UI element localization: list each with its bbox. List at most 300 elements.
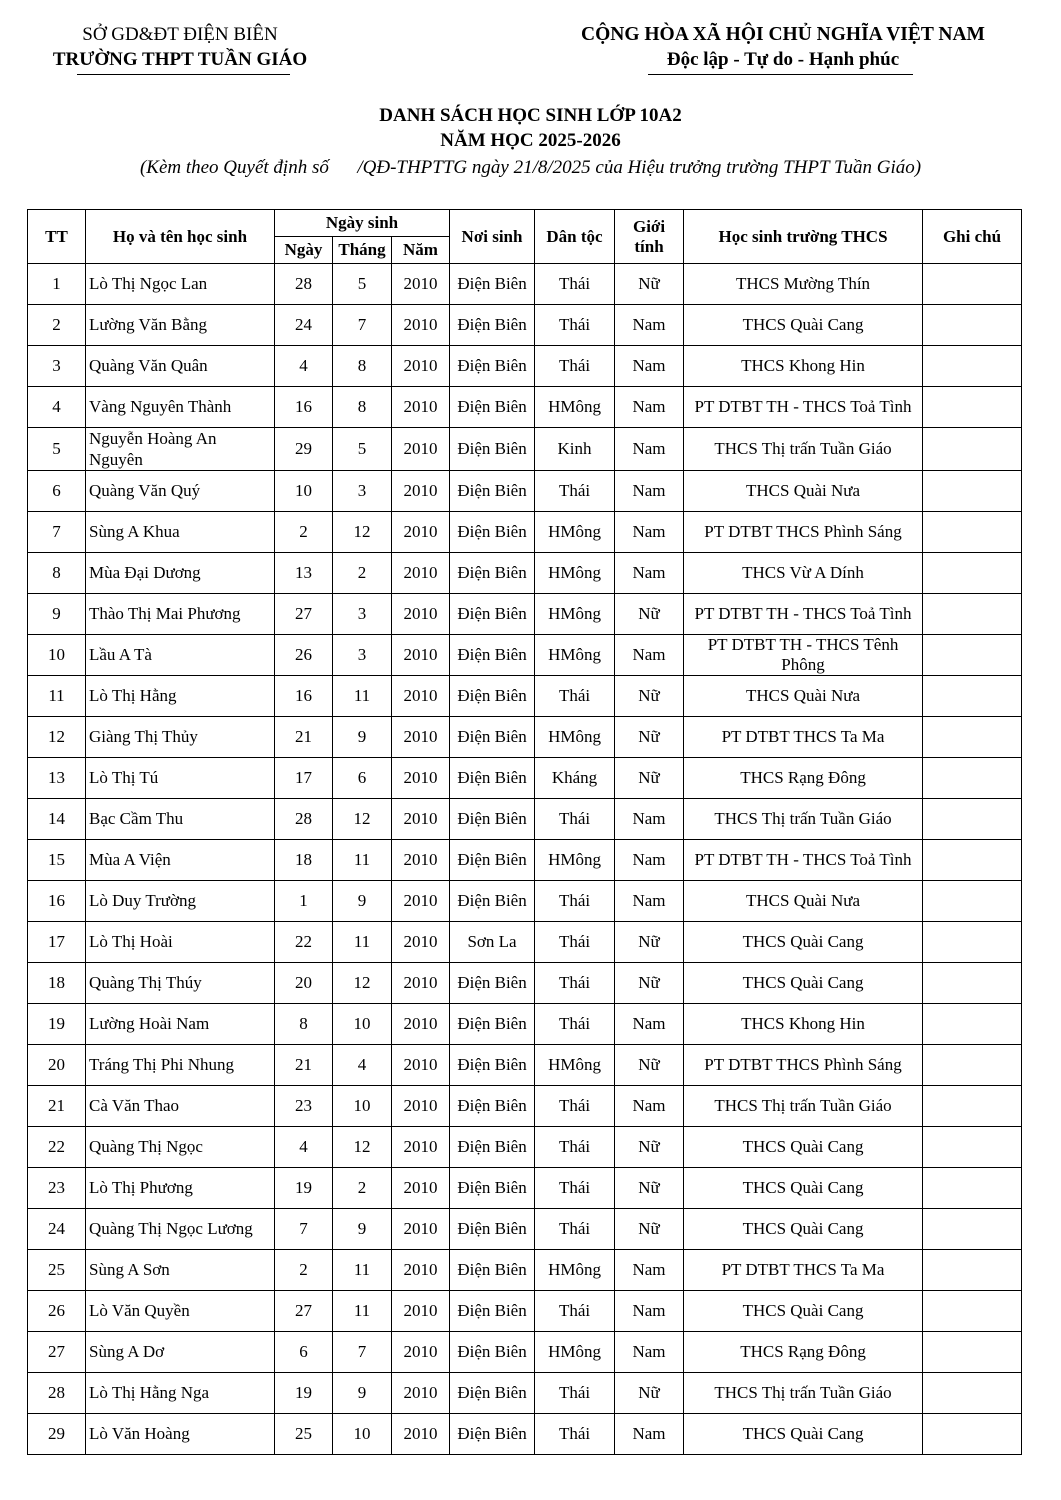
national-title: CỘNG HÒA XÃ HỘI CHỦ NGHĨA VIỆT NAM <box>581 24 985 45</box>
previous-school: PT DTBT THCS Ta Ma <box>684 1250 923 1291</box>
student-name: Mùa Đại Dương <box>86 553 275 594</box>
gender: Nam <box>615 305 684 346</box>
table-row <box>28 635 1022 676</box>
previous-school: THCS Thị trấn Tuần Giáo <box>684 1086 923 1127</box>
table-row <box>28 264 1022 305</box>
birth-month: 11 <box>333 1250 392 1291</box>
birth-day: 1 <box>275 881 333 922</box>
birthplace: Điện Biên <box>450 840 535 881</box>
birth-month: 6 <box>333 758 392 799</box>
table-row <box>28 1045 1022 1086</box>
table-row <box>28 1250 1022 1291</box>
gender: Nữ <box>615 758 684 799</box>
birth-day: 4 <box>275 1127 333 1168</box>
student-name: Lường Hoài Nam <box>86 1004 275 1045</box>
birthplace: Điện Biên <box>450 1332 535 1373</box>
birth-month: 2 <box>333 1168 392 1209</box>
row-number: 27 <box>28 1332 86 1373</box>
birth-month: 9 <box>333 1209 392 1250</box>
birth-year: 2010 <box>392 1250 450 1291</box>
ethnicity: Thái <box>535 922 615 963</box>
birth-month: 9 <box>333 717 392 758</box>
student-name: Nguyễn Hoàng An Nguyên <box>86 428 275 471</box>
table-row <box>28 553 1022 594</box>
gender: Nam <box>615 1332 684 1373</box>
previous-school: THCS Khong Hin <box>684 1004 923 1045</box>
ethnicity: HMông <box>535 840 615 881</box>
birth-month: 9 <box>333 1373 392 1414</box>
table-row <box>28 1373 1022 1414</box>
row-number: 23 <box>28 1168 86 1209</box>
ethnicity: HMông <box>535 594 615 635</box>
birthplace: Điện Biên <box>450 594 535 635</box>
student-name: Cà Văn Thao <box>86 1086 275 1127</box>
table-row <box>28 1127 1022 1168</box>
student-name: Lò Văn Quyền <box>86 1291 275 1332</box>
ethnicity: HMông <box>535 1250 615 1291</box>
row-number: 22 <box>28 1127 86 1168</box>
student-name: Lò Thị Ngọc Lan <box>86 264 275 305</box>
birth-day: 17 <box>275 758 333 799</box>
gender: Nam <box>615 1004 684 1045</box>
ethnicity: Kinh <box>535 428 615 471</box>
birth-year: 2010 <box>392 1414 450 1455</box>
birth-month: 5 <box>333 264 392 305</box>
row-number: 16 <box>28 881 86 922</box>
roster-body <box>28 264 1022 1455</box>
gender: Nam <box>615 471 684 512</box>
row-number: 8 <box>28 553 86 594</box>
row-number: 13 <box>28 758 86 799</box>
birth-year: 2010 <box>392 1004 450 1045</box>
birth-month: 3 <box>333 594 392 635</box>
birth-year: 2010 <box>392 1168 450 1209</box>
previous-school: THCS Vừ A Dính <box>684 553 923 594</box>
ethnicity: Thái <box>535 1291 615 1332</box>
birth-day: 16 <box>275 676 333 717</box>
birth-year: 2010 <box>392 635 450 676</box>
student-name: Lò Thị Hoài <box>86 922 275 963</box>
row-number: 14 <box>28 799 86 840</box>
birth-day: 19 <box>275 1373 333 1414</box>
previous-school: THCS Rạng Đông <box>684 758 923 799</box>
header-month: Tháng <box>333 237 392 264</box>
ethnicity: HMông <box>535 1045 615 1086</box>
birthplace: Điện Biên <box>450 1414 535 1455</box>
ethnicity: Thái <box>535 1004 615 1045</box>
table-row <box>28 1004 1022 1045</box>
note <box>923 1045 1022 1086</box>
row-number: 26 <box>28 1291 86 1332</box>
student-name: Sùng A Khua <box>86 512 275 553</box>
birthplace: Điện Biên <box>450 1250 535 1291</box>
table-row <box>28 387 1022 428</box>
note <box>923 758 1022 799</box>
table-row <box>28 1209 1022 1250</box>
birth-year: 2010 <box>392 717 450 758</box>
birthplace: Điện Biên <box>450 1209 535 1250</box>
previous-school: THCS Thị trấn Tuần Giáo <box>684 799 923 840</box>
birth-year: 2010 <box>392 553 450 594</box>
birthplace: Điện Biên <box>450 676 535 717</box>
ethnicity: Thái <box>535 799 615 840</box>
motto-underline <box>648 74 913 75</box>
row-number: 18 <box>28 963 86 1004</box>
note <box>923 305 1022 346</box>
birth-month: 10 <box>333 1004 392 1045</box>
gender: Nữ <box>615 264 684 305</box>
previous-school: THCS Quài Cang <box>684 305 923 346</box>
table-row <box>28 471 1022 512</box>
note <box>923 1291 1022 1332</box>
ethnicity: Thái <box>535 264 615 305</box>
note <box>923 963 1022 1004</box>
decision-reference: (Kèm theo Quyết định số /QĐ-THPTTG ngày 21/8/2025 của Hiệu trưởng trường THPT Tuần Giáo) <box>139 157 922 178</box>
student-name: Quàng Văn Quý <box>86 471 275 512</box>
note <box>923 799 1022 840</box>
row-number: 9 <box>28 594 86 635</box>
header-note: Ghi chú <box>923 210 1022 264</box>
birthplace: Điện Biên <box>450 799 535 840</box>
birthplace: Điện Biên <box>450 346 535 387</box>
birth-day: 28 <box>275 264 333 305</box>
birth-month: 12 <box>333 799 392 840</box>
ethnicity: HMông <box>535 717 615 758</box>
gender: Nam <box>615 635 684 676</box>
header-school: Học sinh trường THCS <box>684 210 923 264</box>
birth-year: 2010 <box>392 963 450 1004</box>
gender: Nữ <box>615 594 684 635</box>
note <box>923 1127 1022 1168</box>
birth-day: 2 <box>275 512 333 553</box>
student-name: Quàng Thị Ngọc Lương <box>86 1209 275 1250</box>
row-number: 11 <box>28 676 86 717</box>
student-name: Lò Duy Trường <box>86 881 275 922</box>
birth-month: 9 <box>333 881 392 922</box>
row-number: 29 <box>28 1414 86 1455</box>
table-row <box>28 717 1022 758</box>
table-row <box>28 1086 1022 1127</box>
birthplace: Điện Biên <box>450 881 535 922</box>
birthplace: Điện Biên <box>450 635 535 676</box>
birth-year: 2010 <box>392 1127 450 1168</box>
header-dob: Ngày sinh <box>275 210 450 237</box>
gender: Nữ <box>615 1209 684 1250</box>
previous-school: THCS Quài Nưa <box>684 471 923 512</box>
previous-school: THCS Thị trấn Tuần Giáo <box>684 428 923 471</box>
birth-day: 4 <box>275 346 333 387</box>
table-row <box>28 1291 1022 1332</box>
ethnicity: Thái <box>535 1373 615 1414</box>
student-name: Thào Thị Mai Phương <box>86 594 275 635</box>
birthplace: Điện Biên <box>450 305 535 346</box>
gender: Nam <box>615 1414 684 1455</box>
row-number: 12 <box>28 717 86 758</box>
birthplace: Điện Biên <box>450 471 535 512</box>
student-name: Quàng Thị Thúy <box>86 963 275 1004</box>
row-number: 6 <box>28 471 86 512</box>
birthplace: Điện Biên <box>450 428 535 471</box>
birth-day: 19 <box>275 1168 333 1209</box>
national-header <box>538 22 1028 73</box>
header-ethnicity: Dân tộc <box>535 210 615 264</box>
birthplace: Điện Biên <box>450 1291 535 1332</box>
ethnicity: Thái <box>535 881 615 922</box>
birth-month: 12 <box>333 512 392 553</box>
previous-school: PT DTBT TH - THCS Toả Tình <box>684 840 923 881</box>
gender: Nữ <box>615 922 684 963</box>
birth-day: 18 <box>275 840 333 881</box>
student-name: Lầu A Tà <box>86 635 275 676</box>
ethnicity: Thái <box>535 1209 615 1250</box>
gender: Nam <box>615 387 684 428</box>
row-number: 20 <box>28 1045 86 1086</box>
birth-month: 12 <box>333 963 392 1004</box>
student-name: Sùng A Sơn <box>86 1250 275 1291</box>
row-number: 5 <box>28 428 86 471</box>
birth-month: 5 <box>333 428 392 471</box>
note <box>923 553 1022 594</box>
note <box>923 264 1022 305</box>
student-name: Lò Thị Phương <box>86 1168 275 1209</box>
birthplace: Điện Biên <box>450 512 535 553</box>
birthplace: Điện Biên <box>450 264 535 305</box>
birth-month: 10 <box>333 1414 392 1455</box>
previous-school: THCS Quài Cang <box>684 1414 923 1455</box>
note <box>923 512 1022 553</box>
table-row <box>28 840 1022 881</box>
student-name: Lò Thị Tú <box>86 758 275 799</box>
row-number: 3 <box>28 346 86 387</box>
row-number: 25 <box>28 1250 86 1291</box>
student-name: Tráng Thị Phi Nhung <box>86 1045 275 1086</box>
birth-day: 22 <box>275 922 333 963</box>
birth-year: 2010 <box>392 881 450 922</box>
gender: Nam <box>615 428 684 471</box>
row-number: 2 <box>28 305 86 346</box>
student-name: Sùng A Dơ <box>86 1332 275 1373</box>
previous-school: THCS Rạng Đông <box>684 1332 923 1373</box>
birthplace: Điện Biên <box>450 1373 535 1414</box>
note <box>923 1168 1022 1209</box>
previous-school: PT DTBT THCS Ta Ma <box>684 717 923 758</box>
previous-school: THCS Quài Cang <box>684 922 923 963</box>
previous-school: THCS Quài Cang <box>684 1209 923 1250</box>
student-name: Bạc Cầm Thu <box>86 799 275 840</box>
previous-school: PT DTBT TH - THCS Toả Tình <box>684 594 923 635</box>
ethnicity: Thái <box>535 1414 615 1455</box>
birth-year: 2010 <box>392 594 450 635</box>
department-name: SỞ GD&ĐT ĐIỆN BIÊN <box>82 24 278 45</box>
birth-month: 11 <box>333 676 392 717</box>
birth-year: 2010 <box>392 676 450 717</box>
birth-month: 11 <box>333 840 392 881</box>
previous-school: PT DTBT TH - THCS Toả Tình <box>684 387 923 428</box>
note <box>923 1373 1022 1414</box>
birth-year: 2010 <box>392 840 450 881</box>
previous-school: THCS Quài Nưa <box>684 676 923 717</box>
student-name: Vàng Nguyên Thành <box>86 387 275 428</box>
birth-day: 25 <box>275 1414 333 1455</box>
note <box>923 428 1022 471</box>
previous-school: THCS Mường Thín <box>684 264 923 305</box>
birth-month: 7 <box>333 305 392 346</box>
birth-day: 23 <box>275 1086 333 1127</box>
birth-month: 12 <box>333 1127 392 1168</box>
header-day: Ngày <box>275 237 333 264</box>
note <box>923 840 1022 881</box>
birth-year: 2010 <box>392 758 450 799</box>
previous-school: THCS Quài Cang <box>684 1127 923 1168</box>
birthplace: Điện Biên <box>450 1086 535 1127</box>
row-number: 17 <box>28 922 86 963</box>
table-row <box>28 758 1022 799</box>
birth-day: 29 <box>275 428 333 471</box>
table-row <box>28 799 1022 840</box>
table-row <box>28 963 1022 1004</box>
ethnicity: HMông <box>535 1332 615 1373</box>
gender: Nữ <box>615 1127 684 1168</box>
gender: Nam <box>615 1086 684 1127</box>
school-name: TRƯỜNG THPT TUẦN GIÁO <box>52 49 308 70</box>
row-number: 28 <box>28 1373 86 1414</box>
note <box>923 717 1022 758</box>
birth-day: 28 <box>275 799 333 840</box>
ethnicity: HMông <box>535 553 615 594</box>
gender: Nữ <box>615 717 684 758</box>
student-name: Quàng Văn Quân <box>86 346 275 387</box>
header-year: Năm <box>392 237 450 264</box>
note <box>923 922 1022 963</box>
birth-month: 8 <box>333 387 392 428</box>
row-number: 10 <box>28 635 86 676</box>
gender: Nam <box>615 840 684 881</box>
table-row <box>28 594 1022 635</box>
gender: Nam <box>615 799 684 840</box>
note <box>923 1209 1022 1250</box>
school-name-underline <box>77 74 290 75</box>
birth-year: 2010 <box>392 512 450 553</box>
document-title <box>0 103 1061 183</box>
row-number: 21 <box>28 1086 86 1127</box>
birth-year: 2010 <box>392 1291 450 1332</box>
ethnicity: Thái <box>535 305 615 346</box>
note <box>923 1004 1022 1045</box>
table-row <box>28 1168 1022 1209</box>
birth-month: 4 <box>333 1045 392 1086</box>
ethnicity: Thái <box>535 963 615 1004</box>
list-title: DANH SÁCH HỌC SINH LỚP 10A2 <box>379 105 682 126</box>
birthplace: Điện Biên <box>450 1045 535 1086</box>
table-row <box>28 346 1022 387</box>
student-name: Lò Văn Hoàng <box>86 1414 275 1455</box>
birth-day: 24 <box>275 305 333 346</box>
note <box>923 1086 1022 1127</box>
birth-year: 2010 <box>392 922 450 963</box>
birth-day: 2 <box>275 1250 333 1291</box>
previous-school: THCS Quài Cang <box>684 1291 923 1332</box>
birth-day: 16 <box>275 387 333 428</box>
birthplace: Điện Biên <box>450 387 535 428</box>
student-name: Lò Thị Hằng <box>86 676 275 717</box>
birthplace: Điện Biên <box>450 1168 535 1209</box>
birth-month: 11 <box>333 1291 392 1332</box>
header-gender: Giới tính <box>615 210 684 264</box>
table-row <box>28 1414 1022 1455</box>
note <box>923 676 1022 717</box>
school-year: NĂM HỌC 2025-2026 <box>440 130 621 151</box>
note <box>923 1414 1022 1455</box>
row-number: 24 <box>28 1209 86 1250</box>
previous-school: THCS Quài Cang <box>684 1168 923 1209</box>
note <box>923 346 1022 387</box>
ethnicity: Thái <box>535 346 615 387</box>
gender: Nữ <box>615 1045 684 1086</box>
ethnicity: Thái <box>535 1086 615 1127</box>
note <box>923 594 1022 635</box>
student-name: Lường Văn Bằng <box>86 305 275 346</box>
previous-school: PT DTBT THCS Phình Sáng <box>684 512 923 553</box>
gender: Nam <box>615 346 684 387</box>
birth-day: 6 <box>275 1332 333 1373</box>
gender: Nữ <box>615 963 684 1004</box>
birth-day: 21 <box>275 1045 333 1086</box>
ethnicity: HMông <box>535 387 615 428</box>
ethnicity: HMông <box>535 512 615 553</box>
header-birthplace: Nơi sinh <box>450 210 535 264</box>
birthplace: Sơn La <box>450 922 535 963</box>
birth-day: 21 <box>275 717 333 758</box>
birth-month: 3 <box>333 471 392 512</box>
note <box>923 635 1022 676</box>
birthplace: Điện Biên <box>450 1127 535 1168</box>
row-number: 7 <box>28 512 86 553</box>
birth-day: 26 <box>275 635 333 676</box>
birthplace: Điện Biên <box>450 758 535 799</box>
birth-year: 2010 <box>392 1086 450 1127</box>
birthplace: Điện Biên <box>450 717 535 758</box>
birth-year: 2010 <box>392 305 450 346</box>
birth-day: 8 <box>275 1004 333 1045</box>
row-number: 4 <box>28 387 86 428</box>
birthplace: Điện Biên <box>450 553 535 594</box>
note <box>923 881 1022 922</box>
birth-year: 2010 <box>392 1045 450 1086</box>
previous-school: THCS Thị trấn Tuần Giáo <box>684 1373 923 1414</box>
gender: Nữ <box>615 676 684 717</box>
birth-year: 2010 <box>392 1209 450 1250</box>
student-name: Mùa A Viện <box>86 840 275 881</box>
birthplace: Điện Biên <box>450 1004 535 1045</box>
ethnicity: HMông <box>535 635 615 676</box>
previous-school: PT DTBT TH - THCS Tênh Phông <box>684 635 923 676</box>
birth-year: 2010 <box>392 799 450 840</box>
birth-day: 27 <box>275 594 333 635</box>
student-name: Quàng Thị Ngọc <box>86 1127 275 1168</box>
ethnicity: Kháng <box>535 758 615 799</box>
birth-month: 2 <box>333 553 392 594</box>
birth-day: 20 <box>275 963 333 1004</box>
student-name: Giàng Thị Thủy <box>86 717 275 758</box>
note <box>923 387 1022 428</box>
table-row <box>28 1332 1022 1373</box>
table-row <box>28 676 1022 717</box>
national-motto: Độc lập - Tự do - Hạnh phúc <box>666 49 900 70</box>
birth-month: 11 <box>333 922 392 963</box>
birth-month: 3 <box>333 635 392 676</box>
gender: Nam <box>615 553 684 594</box>
birth-year: 2010 <box>392 471 450 512</box>
